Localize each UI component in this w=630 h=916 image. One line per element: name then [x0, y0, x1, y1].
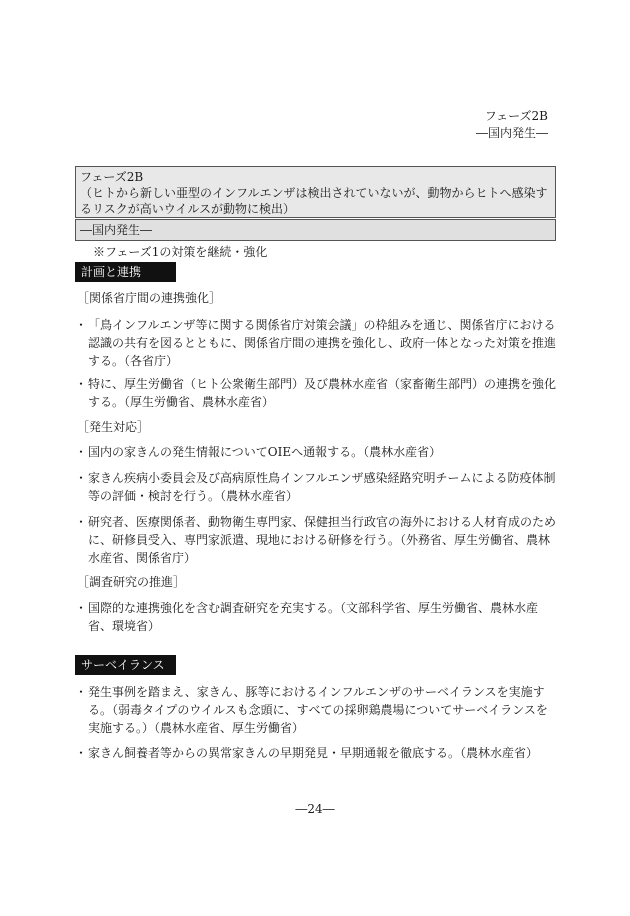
bullet-mark: ・ [75, 685, 88, 699]
list-item [75, 599, 557, 635]
bullet-mark: ・ [75, 377, 88, 391]
subsection-response: ［発生対応］ [77, 420, 150, 434]
bullet-mark: ・ [75, 318, 88, 332]
subsection-research: ［調査研究の推進］ [77, 575, 186, 589]
header-phase: フェーズ2B [484, 109, 548, 123]
bullet-mark: ・ [75, 445, 88, 459]
bullet-mark: ・ [75, 471, 88, 485]
list-item [75, 469, 557, 505]
list-item-text: 「鳥インフルエンザ等に関する関係省庁対策会議」の枠組みを通じ、関係省庁における認識の共有を図るとともに、関係省庁間の連携を強化し、政府一体となった対策を推進する。（各省庁） [88, 318, 557, 368]
list-item-text: 家きん疾病小委員会及び高病原性鳥インフルエンザ感染経路究明チームによる防疫体制等の評価・検討を行う。（農林水産省） [88, 471, 556, 503]
subsection-coordination: ［関係省庁間の連携強化］ [77, 291, 222, 305]
list-item-text: 特に、厚生労働省（ヒト公衆衛生部門）及び農林水産省（家畜衛生部門）の連携を強化する。（厚生労働省、農林水産省） [88, 377, 557, 409]
list-item [75, 375, 557, 411]
phase-box-scope: ―国内発生― [75, 219, 556, 241]
bullet-mark: ・ [75, 746, 88, 760]
bullet-mark: ・ [75, 601, 88, 615]
section-label-planning: 計画と連携 [75, 262, 176, 282]
list-item-text: 国内の家きんの発生情報についてOIEへ通報する。（農林水産省） [88, 445, 442, 459]
continuation-note: ※フェーズ1の対策を継続・強化 [93, 245, 268, 259]
list-item [75, 744, 557, 762]
header-scope: ―国内発生― [475, 126, 548, 140]
list-item-text: 国際的な連携強化を含む調査研究を充実する。（文部科学省、厚生労働省、農林水産省、環境省） [88, 601, 539, 633]
phase-box-description: （ヒトから新しい亜型のインフルエンザは検出されていないが、動物からヒトへ感染するリスクが高いウイルスが動物に検出） [80, 186, 548, 216]
list-item [75, 683, 557, 737]
phase-box-title: フェーズ2B [80, 170, 144, 184]
bullet-mark: ・ [75, 515, 88, 529]
list-item [75, 316, 557, 370]
list-item-text: 研究者、医療関係者、動物衛生専門家、保健担当行政官の海外における人材育成のために、研修員受入、専門家派遣、現地における研修を行う。（外務省、厚生労働省、農林水産省、関係省庁） [88, 515, 557, 565]
page-number: ―24― [295, 802, 335, 816]
list-item [75, 443, 557, 461]
list-item-text: 発生事例を踏まえ、家きん、豚等におけるインフルエンザのサーベイランスを実施する。（弱毒タイプのウイルスも念頭に、すべての採卵鶏農場についてサーベイランスを実施する。）（農林水産省、厚生労働省） [88, 685, 548, 735]
phase-box [75, 166, 556, 218]
list-item-text: 家きん飼養者等からの異常家きんの早期発見・早期通報を徹底する。（農林水産省） [88, 746, 539, 760]
section-label-surveillance: サーベイランス [75, 655, 176, 675]
list-item [75, 513, 557, 567]
